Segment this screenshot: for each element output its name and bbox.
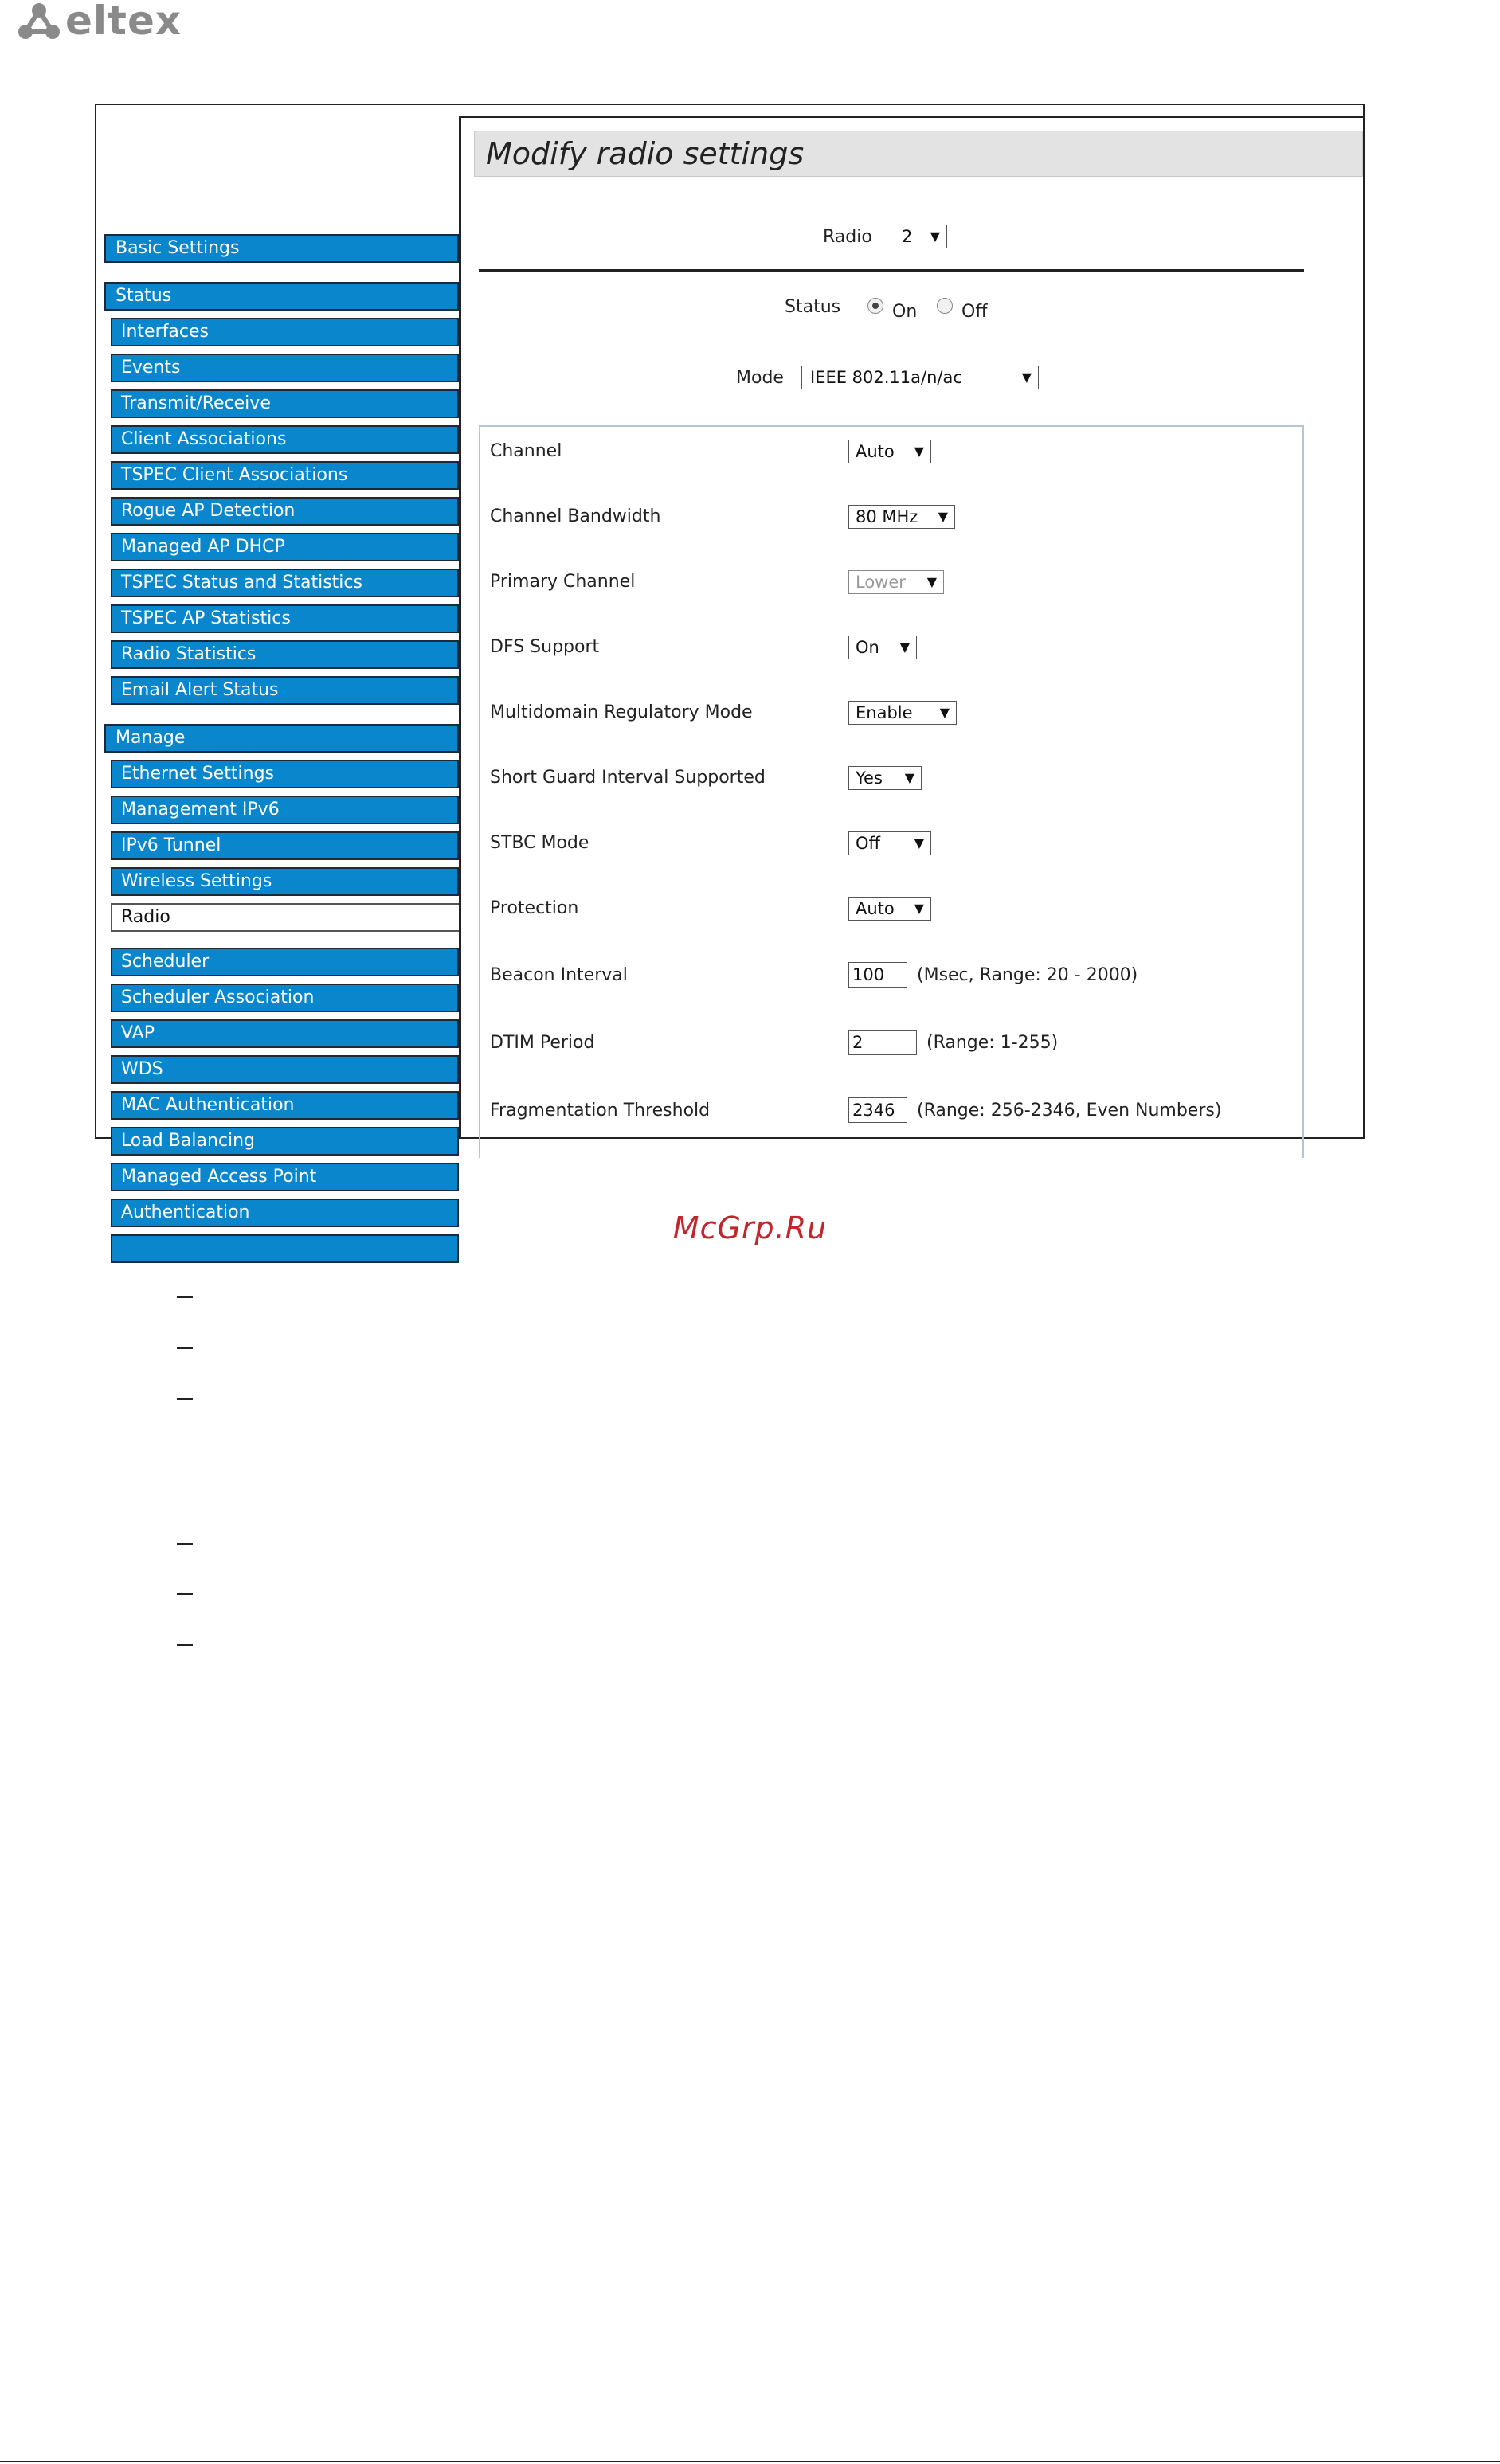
status-on-radio[interactable] — [867, 298, 883, 314]
channel-bandwidth-label: Channel Bandwidth — [490, 506, 661, 526]
sidebar-item-load-balancing[interactable]: Load Balancing — [111, 1127, 459, 1156]
chevron-down-icon: ▼ — [899, 639, 910, 655]
chevron-down-icon: ▼ — [904, 770, 914, 785]
beacon-interval-hint: (Msec, Range: 20 - 2000) — [917, 965, 1138, 985]
radio-select-value: 2 — [902, 227, 913, 246]
dfs-support-select[interactable] — [848, 636, 917, 659]
status-label: Status — [785, 297, 841, 317]
main-content — [463, 118, 1363, 1137]
primary-channel-label: Primary Channel — [490, 572, 636, 592]
sidebar-item-management-ipv6[interactable]: Management IPv6 — [111, 796, 459, 824]
sidebar-item-status[interactable]: Status — [104, 282, 459, 311]
sidebar-item-managed-access-point[interactable]: Managed Access Point — [111, 1163, 459, 1191]
sidebar-item-ethernet-settings[interactable]: Ethernet Settings — [111, 760, 459, 788]
watermark: McGrp.Ru — [672, 1210, 828, 1246]
sidebar-item-rogue-ap-detection[interactable]: Rogue AP Detection — [111, 497, 459, 526]
sidebar-item-wireless-settings[interactable]: Wireless Settings — [111, 867, 459, 896]
page-title: Modify radio settings — [474, 131, 1363, 177]
sidebar-item-mac-authentication[interactable]: MAC Authentication — [111, 1091, 459, 1120]
section-divider — [479, 269, 1304, 272]
short-guard-select[interactable] — [848, 766, 922, 790]
dtim-period-label: DTIM Period — [490, 1033, 595, 1053]
logo-wordmark: eltex — [65, 0, 182, 44]
sidebar-item-radio[interactable]: Radio — [111, 903, 459, 932]
sidebar-item-wds[interactable]: WDS — [111, 1055, 459, 1084]
chevron-down-icon: ▼ — [914, 901, 924, 916]
dtim-period-hint: (Range: 1-255) — [926, 1033, 1059, 1053]
sidebar-item-manage[interactable]: Manage — [104, 724, 459, 753]
stbc-mode-label: STBC Mode — [490, 833, 589, 853]
stbc-mode-select[interactable] — [848, 831, 931, 855]
chevron-down-icon: ▼ — [914, 444, 924, 459]
sidebar-item-scheduler-association[interactable]: Scheduler Association — [111, 984, 459, 1012]
list-bullet — [177, 1347, 193, 1349]
radio-select[interactable] — [895, 225, 947, 248]
dfs-support-value: On — [856, 638, 879, 657]
fragmentation-input[interactable]: 2346 — [848, 1097, 907, 1123]
status-off-label: Off — [961, 302, 988, 322]
multidomain-label: Multidomain Regulatory Mode — [490, 702, 753, 722]
protection-select[interactable] — [848, 897, 931, 921]
sidebar-item-radio-statistics[interactable]: Radio Statistics — [111, 640, 459, 669]
chevron-down-icon: ▼ — [930, 229, 940, 244]
protection-label: Protection — [490, 898, 579, 918]
mode-select[interactable] — [801, 366, 1039, 389]
short-guard-value: Yes — [856, 769, 883, 788]
status-on-label: On — [892, 302, 918, 322]
sidebar-item-basic-settings[interactable]: Basic Settings — [104, 234, 459, 263]
logo-mark-icon — [16, 2, 62, 40]
radio-label: Radio — [823, 227, 872, 247]
sidebar-divider — [459, 116, 461, 1137]
dfs-support-label: DFS Support — [490, 637, 600, 657]
sidebar-item-tspec-ap-statistics[interactable]: TSPEC AP Statistics — [111, 604, 459, 633]
mode-select-value: IEEE 802.11a/n/ac — [810, 368, 962, 387]
page-footer-rule — [0, 2461, 1500, 2462]
stbc-mode-value: Off — [856, 834, 880, 853]
sidebar-item-tspec-status-statistics[interactable]: TSPEC Status and Statistics — [111, 569, 459, 597]
sidebar-item-client-associations[interactable]: Client Associations — [111, 425, 459, 454]
protection-value: Auto — [856, 899, 895, 918]
sidebar-item-vap[interactable]: VAP — [111, 1019, 459, 1048]
eltex-logo — [16, 0, 182, 44]
primary-channel-select — [848, 570, 944, 594]
channel-label: Channel — [490, 441, 562, 461]
sidebar-item-ipv6-tunnel[interactable]: IPv6 Tunnel — [111, 831, 459, 860]
short-guard-label: Short Guard Interval Supported — [490, 768, 766, 788]
channel-bandwidth-value: 80 MHz — [856, 507, 918, 526]
status-off-radio[interactable] — [937, 298, 953, 314]
sidebar-item-transmit-receive[interactable]: Transmit/Receive — [111, 389, 459, 418]
list-bullet — [177, 1543, 193, 1545]
multidomain-value: Enable — [856, 703, 913, 722]
fragmentation-hint: (Range: 256-2346, Even Numbers) — [917, 1101, 1222, 1121]
dtim-period-input[interactable]: 2 — [848, 1030, 917, 1055]
chevron-down-icon: ▼ — [914, 835, 924, 851]
sidebar-item-tspec-client-associations[interactable]: TSPEC Client Associations — [111, 461, 459, 490]
chevron-down-icon: ▼ — [1021, 370, 1032, 385]
fragmentation-label: Fragmentation Threshold — [490, 1101, 711, 1121]
list-bullet — [177, 1593, 193, 1595]
chevron-down-icon: ▼ — [926, 574, 937, 589]
sidebar-item-scheduler[interactable]: Scheduler — [111, 948, 459, 976]
multidomain-select[interactable] — [848, 701, 957, 725]
sidebar-item-managed-ap-dhcp[interactable]: Managed AP DHCP — [111, 533, 459, 561]
list-bullet — [177, 1398, 193, 1400]
radio-settings-panel — [479, 425, 1304, 1158]
channel-select-value: Auto — [856, 442, 895, 461]
list-bullet — [177, 1296, 193, 1298]
list-bullet — [177, 1644, 193, 1646]
sidebar-item-events[interactable]: Events — [111, 354, 459, 382]
chevron-down-icon: ▼ — [938, 509, 948, 524]
sidebar-item-authentication[interactable]: Authentication — [111, 1199, 459, 1227]
channel-select[interactable] — [848, 440, 931, 463]
beacon-interval-label: Beacon Interval — [490, 965, 628, 985]
beacon-interval-input[interactable]: 100 — [848, 962, 907, 988]
primary-channel-value: Lower — [856, 573, 906, 592]
sidebar-item-email-alert-status[interactable]: Email Alert Status — [111, 676, 459, 705]
web-admin-window — [95, 104, 1365, 1222]
sidebar-item-interfaces[interactable]: Interfaces — [111, 318, 459, 346]
chevron-down-icon: ▼ — [939, 705, 950, 720]
channel-bandwidth-select[interactable] — [848, 505, 955, 529]
mode-label: Mode — [736, 368, 784, 388]
